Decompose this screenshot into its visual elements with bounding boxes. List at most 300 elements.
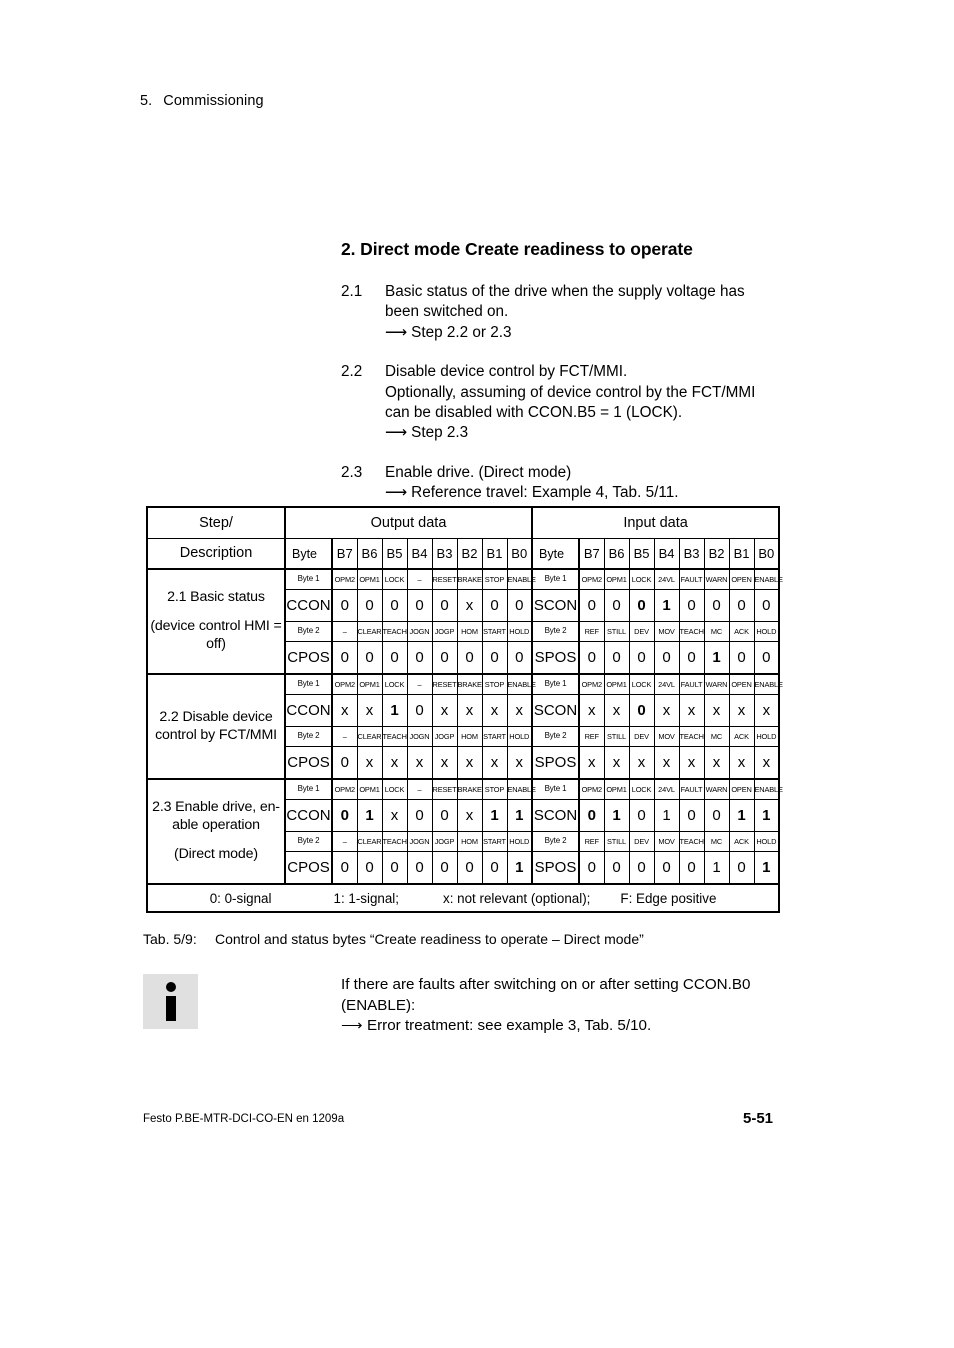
bit-name-dev: DEV <box>629 727 654 747</box>
bit-value: x <box>382 747 407 780</box>
bit-value: 0 <box>729 642 754 675</box>
bit-value <box>754 852 779 885</box>
byte-index-label: Byte 2 <box>532 622 579 642</box>
bit-name-hom: HOM <box>457 727 482 747</box>
bit-name-jogp: JOGP <box>432 622 457 642</box>
step-list <box>341 282 821 504</box>
bit-value <box>729 800 754 832</box>
bit-value: x <box>357 747 382 780</box>
step-line: ⟶ Step 2.2 or 2.3 <box>385 323 512 341</box>
table-legend <box>147 884 779 912</box>
bit-value: 0 <box>629 642 654 675</box>
bit-value: 0 <box>629 800 654 832</box>
header-bit-in-B1: B1 <box>729 539 754 570</box>
bit-name-warn: WARN <box>704 674 729 695</box>
bit-name-–: – <box>332 832 357 852</box>
bit-value: x <box>629 747 654 780</box>
bit-value-text: 1 <box>662 597 671 614</box>
bit-value: 0 <box>407 642 432 675</box>
header-byte-label-in: Byte <box>532 539 579 570</box>
bit-name-teach: TEACH <box>382 832 407 852</box>
byte-name: CCON <box>285 695 332 727</box>
bit-name-lock: LOCK <box>629 779 654 800</box>
bit-name-still: STILL <box>604 727 629 747</box>
bit-value: 0 <box>604 590 629 622</box>
bit-value-text: 0 <box>637 597 646 614</box>
byte-index-label: Byte 1 <box>532 674 579 695</box>
bit-name-start: START <box>482 622 507 642</box>
bit-value: 0 <box>432 852 457 885</box>
bit-value <box>629 590 654 622</box>
bit-name-–: – <box>407 779 432 800</box>
step-2-2 <box>341 362 821 444</box>
bit-value: 0 <box>679 800 704 832</box>
header-bit-in-B2: B2 <box>704 539 729 570</box>
bit-value: 0 <box>357 642 382 675</box>
info-icon-dot <box>166 982 176 992</box>
bit-value-text: 1 <box>365 807 374 824</box>
bit-name-brake: BRAKE <box>457 674 482 695</box>
bit-name-still: STILL <box>604 832 629 852</box>
step-line: can be disabled with CCON.B5 = 1 (LOCK). <box>385 404 683 422</box>
bit-value: x <box>457 800 482 832</box>
bit-value: 0 <box>332 747 357 780</box>
byte-name: SPOS <box>532 852 579 885</box>
bit-name-fault: FAULT <box>679 779 704 800</box>
bit-value <box>357 800 382 832</box>
byte-index-label: Byte 1 <box>532 569 579 590</box>
footer-page-number: 5-51 <box>743 1110 774 1127</box>
bit-value: x <box>457 747 482 780</box>
bit-value: 0 <box>457 642 482 675</box>
bit-value: 0 <box>704 800 729 832</box>
bit-name-reset: RESET <box>432 569 457 590</box>
legend-x: x: not relevant (optional); <box>443 890 591 906</box>
byte-index-label: Byte 1 <box>285 674 332 695</box>
row-description-line: off) <box>206 635 226 652</box>
bit-value: 0 <box>679 642 704 675</box>
bit-value <box>507 852 532 885</box>
bit-value <box>629 695 654 727</box>
table-legend-row <box>147 884 779 912</box>
info-icon-stem <box>166 996 176 1021</box>
step-body <box>385 362 821 444</box>
step-number: 2.3 <box>341 463 363 481</box>
bit-value: x <box>357 695 382 727</box>
step-2-3 <box>341 463 821 504</box>
bit-name-ref: REF <box>579 832 604 852</box>
bit-name-open: OPEN <box>729 779 754 800</box>
bit-name-clear: CLEAR <box>357 622 382 642</box>
bit-name-opm2: OPM2 <box>579 779 604 800</box>
bit-value <box>482 800 507 832</box>
bit-name-teach: TEACH <box>382 727 407 747</box>
control-status-table-wrap <box>146 506 783 913</box>
bit-name-opm1: OPM1 <box>357 569 382 590</box>
bit-value: 0 <box>679 590 704 622</box>
bit-value: 0 <box>679 852 704 885</box>
bit-name-opm2: OPM2 <box>332 779 357 800</box>
bit-name-opm1: OPM1 <box>357 779 382 800</box>
bit-name-fault: FAULT <box>679 674 704 695</box>
bit-value-text: 0 <box>637 702 646 719</box>
bit-value-text: 1 <box>712 649 721 666</box>
byte-index-label: Byte 2 <box>532 832 579 852</box>
step-line: Enable drive. (Direct mode) <box>385 463 572 481</box>
bit-name-stop: STOP <box>482 674 507 695</box>
header-bit-out-B6: B6 <box>357 539 382 570</box>
header-input-title: Input data <box>532 507 779 539</box>
control-status-table <box>146 506 783 913</box>
bit-name-clear: CLEAR <box>357 832 382 852</box>
header-bit-out-B7: B7 <box>332 539 357 570</box>
bit-value: x <box>579 695 604 727</box>
header-bit-in-B5: B5 <box>629 539 654 570</box>
bit-name-warn: WARN <box>704 569 729 590</box>
bit-name-lock: LOCK <box>382 779 407 800</box>
bit-value: x <box>407 747 432 780</box>
note-box <box>143 972 783 1037</box>
row-description-line: (device control HMI = <box>150 618 282 635</box>
bit-value: 0 <box>432 590 457 622</box>
bit-value: x <box>679 747 704 780</box>
bit-name-mc: MC <box>704 622 729 642</box>
bit-value: 0 <box>507 590 532 622</box>
bit-value: 0 <box>729 590 754 622</box>
bit-name-enable: ENABLE <box>754 674 779 695</box>
step-body <box>385 463 821 504</box>
bit-value: x <box>579 747 604 780</box>
bit-name-ref: REF <box>579 622 604 642</box>
bit-name-stop: STOP <box>482 569 507 590</box>
bit-value: 0 <box>579 852 604 885</box>
bit-name-enable: ENABLE <box>754 569 779 590</box>
bit-name-lock: LOCK <box>382 569 407 590</box>
bit-value: 0 <box>407 590 432 622</box>
bit-name-opm2: OPM2 <box>579 674 604 695</box>
bit-value: 0 <box>729 852 754 885</box>
running-header-number: 5. <box>140 93 153 109</box>
legend-zero: 0: 0-signal <box>209 890 272 906</box>
bit-value: 0 <box>482 642 507 675</box>
byte-name: CPOS <box>285 747 332 780</box>
header-bit-out-B0: B0 <box>507 539 532 570</box>
bit-name-ack: ACK <box>729 832 754 852</box>
bit-name-start: START <box>482 832 507 852</box>
table-caption <box>143 931 644 947</box>
header-output-title: Output data <box>285 507 532 539</box>
bit-value: x <box>507 747 532 780</box>
bit-value-text: 0 <box>340 807 349 824</box>
bit-value: x <box>729 695 754 727</box>
table-body <box>147 507 783 912</box>
header-bit-out-B1: B1 <box>482 539 507 570</box>
bit-value: 0 <box>482 852 507 885</box>
row-description <box>147 674 285 779</box>
note-line: (ENABLE): <box>341 996 416 1014</box>
row-description <box>147 779 285 884</box>
bit-value: 0 <box>654 642 679 675</box>
step-number: 2.1 <box>341 283 363 300</box>
bit-value: 0 <box>407 852 432 885</box>
row-description-line: 2.3 Enable drive, en- <box>152 799 280 816</box>
bit-value: x <box>654 695 679 727</box>
header-bit-in-B4: B4 <box>654 539 679 570</box>
bit-value-text: 1 <box>737 807 746 824</box>
running-header <box>140 93 264 109</box>
footer-document-id: Festo P.BE-MTR-DCI-CO-EN en 1209a <box>143 1113 345 1125</box>
bit-name-opm2: OPM2 <box>579 569 604 590</box>
section-content <box>341 239 821 504</box>
header-bit-in-B0: B0 <box>754 539 779 570</box>
bit-value: 0 <box>754 590 779 622</box>
note-line: ⟶ Error treatment: see example 3, Tab. 5/10. <box>341 1017 652 1035</box>
bit-value-text: 1 <box>762 807 771 824</box>
bit-name-lock: LOCK <box>629 674 654 695</box>
bit-name-jogp: JOGP <box>432 727 457 747</box>
bit-value: 1 <box>654 800 679 832</box>
step-2-1 <box>341 282 821 343</box>
header-bit-in-B6: B6 <box>604 539 629 570</box>
bit-name-stop: STOP <box>482 779 507 800</box>
bit-value: x <box>654 747 679 780</box>
bit-name-hold: HOLD <box>507 727 532 747</box>
bit-value: x <box>432 747 457 780</box>
bit-name-fault: FAULT <box>679 569 704 590</box>
bit-name-dev: DEV <box>629 622 654 642</box>
bit-name-warn: WARN <box>704 779 729 800</box>
bit-name-opm2: OPM2 <box>332 674 357 695</box>
header-bit-out-B4: B4 <box>407 539 432 570</box>
bit-name-start: START <box>482 727 507 747</box>
byte-name: CCON <box>285 590 332 622</box>
step-line: ⟶ Reference travel: Example 4, Tab. 5/11. <box>385 484 679 502</box>
row-description <box>147 569 285 674</box>
bit-value <box>332 800 357 832</box>
bit-name-open: OPEN <box>729 674 754 695</box>
bit-value: 0 <box>332 852 357 885</box>
header-bit-out-B5: B5 <box>382 539 407 570</box>
caption-label: Tab. 5/9: <box>143 931 197 947</box>
bit-name-open: OPEN <box>729 569 754 590</box>
bit-name-ack: ACK <box>729 622 754 642</box>
bit-value: x <box>604 695 629 727</box>
bit-name-lock: LOCK <box>382 674 407 695</box>
bit-name-hom: HOM <box>457 622 482 642</box>
step-line: Basic status of the drive when the supply voltage has <box>385 283 745 300</box>
note-text <box>341 972 750 1037</box>
byte-name: SPOS <box>532 747 579 780</box>
byte-name: SCON <box>532 590 579 622</box>
bit-value-text: 1 <box>515 859 524 876</box>
bit-name-hold: HOLD <box>754 622 779 642</box>
bit-name-jogn: JOGN <box>407 622 432 642</box>
bit-value <box>654 590 679 622</box>
bit-name-mov: MOV <box>654 727 679 747</box>
bit-value: 0 <box>507 642 532 675</box>
bit-value: x <box>507 695 532 727</box>
step-line: ⟶ Step 2.3 <box>385 424 469 442</box>
bit-value: x <box>679 695 704 727</box>
desc-gap <box>148 607 284 618</box>
step-body <box>385 282 821 343</box>
bit-name-–: – <box>332 622 357 642</box>
bit-value: 0 <box>407 695 432 727</box>
bit-name-mc: MC <box>704 727 729 747</box>
step-number: 2.2 <box>341 363 363 381</box>
bit-value: 1 <box>704 852 729 885</box>
bit-name-opm1: OPM1 <box>604 779 629 800</box>
byte-index-label: Byte 1 <box>285 779 332 800</box>
table-header-bottom <box>147 539 779 570</box>
bit-value <box>579 800 604 832</box>
step-line: Disable device control by FCT/MMI. <box>385 363 628 381</box>
bit-name-teach: TEACH <box>679 832 704 852</box>
info-icon <box>143 974 198 1029</box>
bit-name-enable: ENABLE <box>754 779 779 800</box>
header-bit-in-B7: B7 <box>579 539 604 570</box>
bit-value: x <box>432 695 457 727</box>
bit-value: 0 <box>357 852 382 885</box>
bit-name-–: – <box>407 674 432 695</box>
bit-name-hom: HOM <box>457 832 482 852</box>
bit-name-24vl: 24VL <box>654 779 679 800</box>
note-line: If there are faults after switching on or after setting CCON.B0 <box>341 976 751 993</box>
bit-name-24vl: 24VL <box>654 674 679 695</box>
bit-value: 0 <box>604 642 629 675</box>
header-bit-out-B3: B3 <box>432 539 457 570</box>
header-desc-line2: Description <box>147 539 285 570</box>
bit-value: x <box>382 800 407 832</box>
bit-name-opm2: OPM2 <box>332 569 357 590</box>
byte-name: SCON <box>532 695 579 727</box>
bit-name-enable: ENABLE <box>507 674 532 695</box>
bit-name-clear: CLEAR <box>357 727 382 747</box>
bit-name-jogp: JOGP <box>432 832 457 852</box>
bit-value: 0 <box>629 852 654 885</box>
bit-name-teach: TEACH <box>679 727 704 747</box>
caption-text: Control and status bytes “Create readiness to operate – Direct mode” <box>215 931 644 947</box>
row-description-line: able operation <box>172 817 260 834</box>
bit-value: 0 <box>407 800 432 832</box>
bit-value: x <box>482 747 507 780</box>
bit-value <box>704 642 729 675</box>
bit-value: 0 <box>332 642 357 675</box>
bit-name-ack: ACK <box>729 727 754 747</box>
bit-value: 0 <box>704 590 729 622</box>
bit-name-–: – <box>407 569 432 590</box>
bit-value <box>382 695 407 727</box>
bit-value-text: 1 <box>612 807 621 824</box>
bit-value: 0 <box>482 590 507 622</box>
bit-value: 0 <box>382 852 407 885</box>
bit-value-text: 1 <box>390 702 399 719</box>
bit-value: 0 <box>382 642 407 675</box>
bit-value-text: 1 <box>762 859 771 876</box>
bit-name-still: STILL <box>604 622 629 642</box>
bit-value: 0 <box>604 852 629 885</box>
bit-name-–: – <box>332 727 357 747</box>
bit-name-teach: TEACH <box>382 622 407 642</box>
bit-name-enable: ENABLE <box>507 569 532 590</box>
bit-name-reset: RESET <box>432 779 457 800</box>
header-bit-in-B3: B3 <box>679 539 704 570</box>
byte-index-label: Byte 1 <box>285 569 332 590</box>
running-header-title: Commissioning <box>163 93 264 109</box>
bit-name-jogn: JOGN <box>407 832 432 852</box>
bit-value: 0 <box>754 642 779 675</box>
bit-name-row <box>147 674 779 695</box>
bit-name-opm1: OPM1 <box>604 569 629 590</box>
bit-name-jogn: JOGN <box>407 727 432 747</box>
bit-value: 0 <box>579 642 604 675</box>
bit-name-reset: RESET <box>432 674 457 695</box>
bit-value <box>604 800 629 832</box>
bit-value: 0 <box>332 590 357 622</box>
byte-index-label: Byte 1 <box>532 779 579 800</box>
bit-value: x <box>704 695 729 727</box>
desc-gap <box>148 835 284 846</box>
bit-value: 0 <box>579 590 604 622</box>
bit-value: 0 <box>654 852 679 885</box>
bit-value: x <box>457 590 482 622</box>
byte-index-label: Byte 2 <box>285 622 332 642</box>
bit-name-24vl: 24VL <box>654 569 679 590</box>
bit-value: x <box>332 695 357 727</box>
bit-name-hold: HOLD <box>754 727 779 747</box>
byte-name: CCON <box>285 800 332 832</box>
step-line: Optionally, assuming of device control by the FCT/MMI <box>385 383 756 401</box>
bit-value-text: 0 <box>587 807 596 824</box>
bit-name-hold: HOLD <box>754 832 779 852</box>
bit-value: x <box>604 747 629 780</box>
bit-name-mov: MOV <box>654 832 679 852</box>
bit-value: x <box>754 695 779 727</box>
bit-value: 0 <box>457 852 482 885</box>
bit-name-hold: HOLD <box>507 832 532 852</box>
bit-value-text: 1 <box>490 807 499 824</box>
row-description-line: 2.1 Basic status <box>167 589 265 606</box>
bit-name-row <box>147 569 779 590</box>
row-description-line: 2.2 Disable device <box>159 708 273 725</box>
byte-name: SCON <box>532 800 579 832</box>
bit-name-mov: MOV <box>654 622 679 642</box>
byte-index-label: Byte 2 <box>532 727 579 747</box>
bit-name-opm1: OPM1 <box>357 674 382 695</box>
bit-value: x <box>704 747 729 780</box>
bit-value: 0 <box>432 800 457 832</box>
bit-value <box>754 800 779 832</box>
bit-value-text: 1 <box>515 807 524 824</box>
bit-name-lock: LOCK <box>629 569 654 590</box>
bit-value: x <box>482 695 507 727</box>
bit-name-mc: MC <box>704 832 729 852</box>
legend-one: 1: 1-signal; <box>333 890 400 906</box>
header-byte-label-out: Byte <box>285 539 332 570</box>
section-title: 2. Direct mode Create readiness to operate <box>341 239 693 259</box>
bit-value: 0 <box>432 642 457 675</box>
bit-name-hold: HOLD <box>507 622 532 642</box>
table-header-top <box>147 507 779 539</box>
bit-name-teach: TEACH <box>679 622 704 642</box>
legend-f: F: Edge positive <box>620 890 717 906</box>
byte-index-label: Byte 2 <box>285 832 332 852</box>
bit-value: x <box>754 747 779 780</box>
bit-value: 0 <box>357 590 382 622</box>
bit-value: x <box>729 747 754 780</box>
bit-name-opm1: OPM1 <box>604 674 629 695</box>
bit-value: 0 <box>382 590 407 622</box>
